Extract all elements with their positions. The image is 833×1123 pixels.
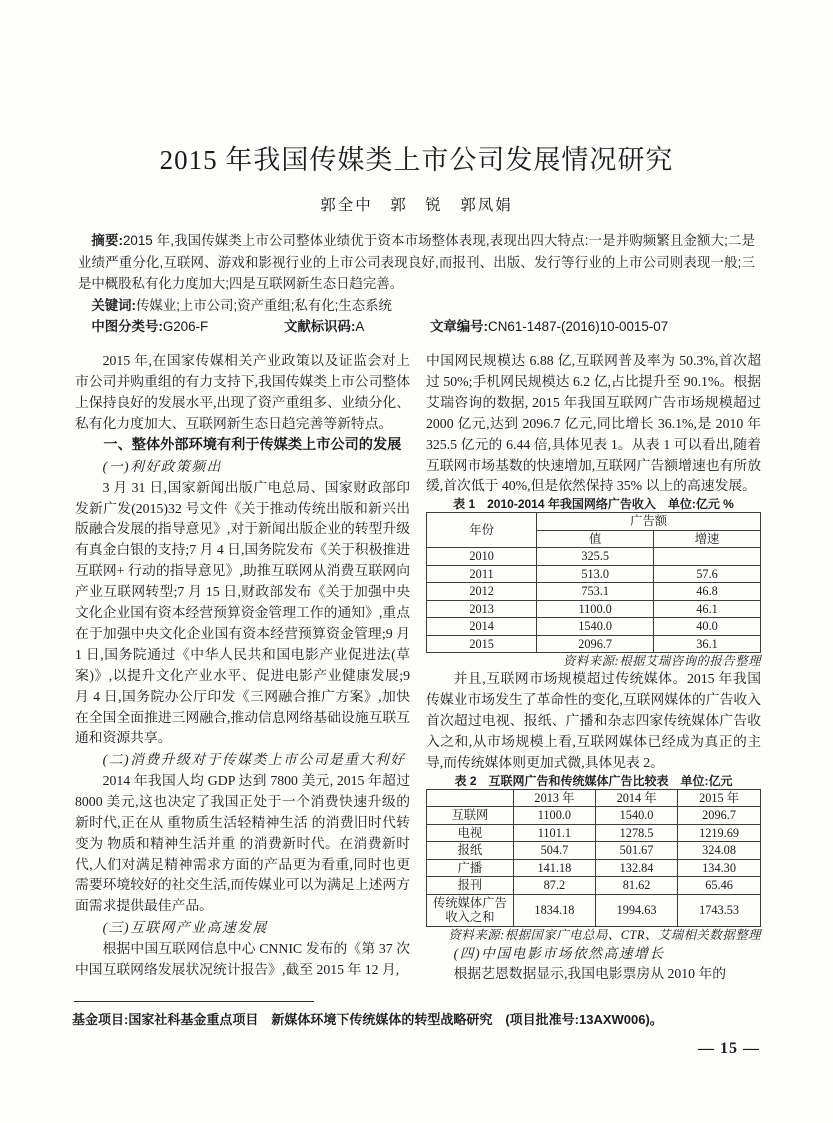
paragraph: 2015 年,在国家传媒相关产业政策以及证监会对上市公司并购重组的有力支持下,我国传媒类上市公司整体上保持良好的发展水平,出现了资产重组多、业绩分化、私有化力度加大、互联网新生态日趋完善等新特点。 — [75, 352, 410, 431]
table2-header-2013: 2013 年 — [513, 789, 595, 807]
table-row: 2010 325.5 — [427, 548, 761, 566]
table-row: 广播 141.18 132.84 134.30 — [427, 859, 761, 877]
table-row: 报刊 87.2 81.62 65.46 — [427, 877, 761, 895]
table1-header-year: 年份 — [427, 513, 537, 548]
keywords-label: 关键词: — [91, 297, 137, 313]
subsection-heading-2: (二)消费升级对于传媒类上市公司是重大利好 — [102, 752, 406, 768]
paragraph: 中国网民规模达 6.88 亿,互联网普及率为 50.3%,首次超过 50%;手机网民规模达 6.2 亿,占比提升至 90.1%。根据艾瑞咨询的数据, 2015 年我国互联网广告市场规模超过 2000 亿元,达到 2096.7 亿元,同比增长 36.1%,是 2010 年 325.5 亿元的 6.44 倍,具体见表 1。从表 1 可以看出,随着互联网市场基数的快速增加,互联网广告额增速也有所放缓,首次低于 40%,但是依然保持 35% 以上的高速发展。 — [426, 352, 761, 494]
table2-source: 资料来源:根据国家广电总局、CTR、艾瑞相关数据整理 — [448, 927, 761, 942]
table1-header-row — [427, 513, 761, 531]
footnote-divider — [74, 1001, 314, 1002]
abstract — [78, 230, 755, 295]
table-row: 互联网 1100.0 1540.0 2096.7 — [427, 807, 761, 825]
table1-header-ad: 广告额 — [537, 513, 761, 531]
paragraph: 根据中国互联网信息中心 CNNIC 发布的《第 37 次中国互联网络发展状况统计报告》,截至 2015 年 12 月, — [75, 940, 410, 977]
article-title: 2015 年我国传媒类上市公司发展情况研究 — [159, 145, 674, 175]
fund-footnote — [72, 1001, 764, 1029]
subsection-heading-4: (四)中国电影市场依然高速增长 — [453, 945, 665, 961]
article-id: 文章编号:CN61-1487-(2016)10-0015-07 — [430, 319, 669, 335]
right-column — [426, 351, 761, 985]
left-column — [75, 351, 410, 985]
classification-line — [78, 316, 755, 338]
document-code: 文献标识码:A — [284, 319, 365, 335]
table1-source: 资料来源:根据艾瑞咨询的报告整理 — [563, 654, 761, 669]
body-columns — [75, 351, 762, 985]
paragraph: 3 月 31 日,国家新闻出版广电总局、国家财政部印发新广发(2015)32 号文件《关于推动传统出版和新兴出版融合发展的指导意见》,对于新闻出版企业的转型升级有真金白银的支持;7 月 4 日,国务院发布《关于积极推进 互联网+ 行动的指导意见》,助推互联网从消费互联网向产业互联网转型;7 月 15 日,财政部发布《关于加强中央文化企业国有资本经营预算资金管理工作的通知》,重点在于加强中央文化企业国有资本经营预算资金管理;9 月 1 日,国务院通过《中华人民共和国电影产业促进法(草案)》,以提升文化产业水平、促进电影产业健康发展;9 月 4 日,国务院办公厅印发《三网融合推广方案》,加快在全国全面推进三网融合,推动信息网络基础设施互联互通和资源共享。 — [75, 479, 410, 746]
table-row: 2014 1540.0 40.0 — [427, 618, 761, 636]
table-2 — [426, 789, 761, 927]
table-1 — [426, 512, 761, 653]
table2-header-row — [427, 789, 761, 807]
paragraph: 2014 年我国人均 GDP 达到 7800 美元, 2015 年超过 8000 美元,这也决定了我国正处于一个消费快速升级的新时代,正在从 重物质生活轻精神生活 的消费旧时代转变为 物质和精神生活并重 的消费新时代。在消费新时代,人们对满足精神需求方面的产品更为看重,同时也更需要环境较好的社交生活,而传媒业可以为满足上述两方面需求提供最佳产品。 — [75, 772, 410, 914]
page-number: — 15 — — [698, 1040, 760, 1057]
table2-header-2015: 2015 年 — [678, 789, 761, 807]
table2-caption: 表 2 互联网广告和传统媒体广告比较表 单位:亿元 — [454, 773, 733, 788]
table2-header-2014: 2014 年 — [595, 789, 677, 807]
paragraph: 根据艺恩数据显示,我国电影票房从 2010 年的 — [453, 966, 727, 982]
table-row: 2012 753.1 46.8 — [427, 583, 761, 601]
subsection-heading-3: (三)互联网产业高速发展 — [102, 920, 268, 936]
abstract-label: 摘要: — [91, 233, 123, 248]
clc-number: 中图分类号:G206-F — [91, 319, 209, 335]
table-row: 电视 1101.1 1278.5 1219.69 — [427, 824, 761, 842]
keywords — [78, 295, 755, 317]
article-authors: 郭全中 郭 锐 郭凤娟 — [320, 197, 513, 214]
table-row: 传统媒体广告收入之和 1834.18 1994.63 1743.53 — [427, 894, 761, 926]
table1-header-growth: 增速 — [654, 530, 761, 548]
article-meta — [78, 230, 755, 338]
fund-label: 基金项目: — [72, 1012, 129, 1027]
table2-header-blank — [427, 789, 514, 807]
table1-header-value: 值 — [537, 530, 654, 548]
abstract-text: 2015 年,我国传媒类上市公司整体业绩优于资本市场整体表现,表现出四大特点:一是并购频繁且金额大;二是业绩严重分化,互联网、游戏和影视行业的上市公司表现良好,而报刊、出版、发行等行业的上市公司则表现一般;三是中概股私有化力度加大;四是互联网新生态日趋完善。 — [78, 233, 755, 292]
table-row: 2015 2096.7 36.1 — [427, 635, 761, 653]
table-row: 报纸 504.7 501.67 324.08 — [427, 842, 761, 860]
table-row: 2013 1100.0 46.1 — [427, 600, 761, 618]
paragraph: 并且,互联网市场规模超过传统媒体。2015 年我国传媒业市场发生了革命性的变化,互联网媒体的广告收入首次超过电视、报纸、广播和杂志四家传统媒体广告收入之和,从市场规模上看,互联网媒体已经成为真正的主导,而传统媒体则更加式微,具体见表 2。 — [426, 671, 761, 770]
section-heading-1: 一、整体外部环境有利于传媒类上市公司的发展 — [103, 436, 402, 453]
table1-caption: 表 1 2010-2014 年我国网络广告收入 单位:亿元 % — [453, 497, 734, 512]
keywords-text: 传媒业;上市公司;资产重组;私有化;生态系统 — [136, 297, 392, 313]
subsection-heading-1: (一)利好政策频出 — [102, 459, 222, 475]
fund-text: 基金项目:国家社科基金重点项目 新媒体环境下传统媒体的转型战略研究 (项目批准号:13AXW006)。 — [72, 1012, 663, 1027]
table-row: 2011 513.0 57.6 — [427, 565, 761, 583]
